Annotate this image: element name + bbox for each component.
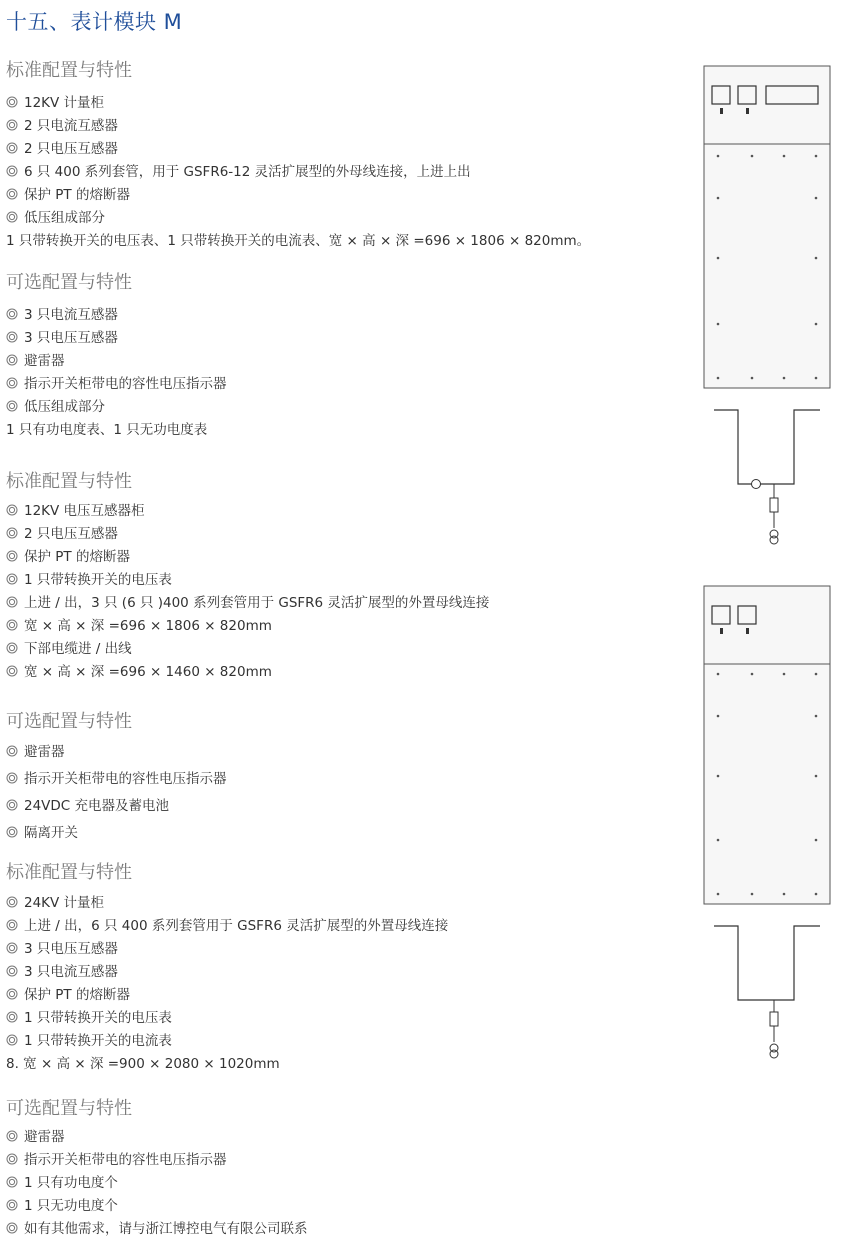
block1-optional-heading: 可选配置与特性 xyxy=(6,272,132,293)
list-item: 3 只电压互感器 xyxy=(6,329,118,347)
list-item: 1 只带转换开关的电流表 xyxy=(6,1032,172,1050)
bullet-icon xyxy=(6,354,18,366)
page-title: 十五、表计模块 M xyxy=(6,10,183,34)
bullet-icon xyxy=(6,965,18,977)
bullet-icon xyxy=(6,400,18,412)
bullet-icon xyxy=(6,642,18,654)
list-item: 指示开关柜带电的容性电压指示器 xyxy=(6,375,227,393)
bullet-icon xyxy=(6,919,18,931)
list-item: 1 只带转换开关的电压表 xyxy=(6,571,172,589)
list-item: 1 只无功电度个 xyxy=(6,1197,118,1215)
bullet-icon xyxy=(6,1130,18,1142)
bullet-icon xyxy=(6,896,18,908)
list-item: 低压组成部分 xyxy=(6,209,105,227)
list-item: 宽 × 高 × 深 =696 × 1460 × 820mm xyxy=(6,663,272,681)
bullet-icon xyxy=(6,1034,18,1046)
bullet-icon xyxy=(6,165,18,177)
bullet-icon xyxy=(6,619,18,631)
bullet-icon xyxy=(6,308,18,320)
bullet-icon xyxy=(6,573,18,585)
block1-standard-note: 1 只带转换开关的电压表、1 只带转换开关的电流表、宽 × 高 × 深 =696 × 1806 × 820mm。 xyxy=(6,233,591,249)
bullet-icon xyxy=(6,331,18,343)
list-item: 3 只电压互感器 xyxy=(6,940,118,958)
list-item: 2 只电流互感器 xyxy=(6,117,118,135)
block1-standard-heading: 标准配置与特性 xyxy=(6,60,132,81)
list-item: 1 只带转换开关的电压表 xyxy=(6,1009,172,1027)
list-item: 3 只电流互感器 xyxy=(6,963,118,981)
bullet-icon xyxy=(6,527,18,539)
block3-standard-note: 8. 宽 × 高 × 深 =900 × 2080 × 1020mm xyxy=(6,1056,280,1072)
bullet-icon xyxy=(6,596,18,608)
bullet-icon xyxy=(6,188,18,200)
bullet-icon xyxy=(6,665,18,677)
bullet-icon xyxy=(6,96,18,108)
bullet-icon xyxy=(6,504,18,516)
block3-optional-heading: 可选配置与特性 xyxy=(6,1098,132,1119)
bullet-icon xyxy=(6,1222,18,1234)
list-item: 保护 PT 的熔断器 xyxy=(6,186,130,204)
bullet-icon xyxy=(6,1153,18,1165)
list-item: 避雷器 xyxy=(6,352,65,370)
bullet-icon xyxy=(6,988,18,1000)
list-item: 12KV 计量柜 xyxy=(6,94,104,112)
bullet-icon xyxy=(6,942,18,954)
bullet-icon xyxy=(6,211,18,223)
list-item: 2 只电压互感器 xyxy=(6,525,118,543)
list-item: 24VDC 充电器及蓄电池 xyxy=(6,797,169,815)
list-item: 上进 / 出，3 只 (6 只 )400 系列套管用于 GSFR6 灵活扩展型的外置母线连接 xyxy=(6,594,489,612)
block1-optional-note: 1 只有功电度表、1 只无功电度表 xyxy=(6,422,208,438)
list-item: 1 只有功电度个 xyxy=(6,1174,118,1192)
list-item: 避雷器 xyxy=(6,743,65,761)
list-item: 3 只电流互感器 xyxy=(6,306,118,324)
block3-standard-heading: 标准配置与特性 xyxy=(6,862,132,883)
cabinet-drawing-1 xyxy=(700,62,840,552)
list-item: 隔离开关 xyxy=(6,824,78,842)
list-item: 24KV 计量柜 xyxy=(6,894,104,912)
list-item: 保护 PT 的熔断器 xyxy=(6,548,130,566)
bullet-icon xyxy=(6,1011,18,1023)
bullet-icon xyxy=(6,142,18,154)
list-item: 避雷器 xyxy=(6,1128,65,1146)
list-item: 保护 PT 的熔断器 xyxy=(6,986,130,1004)
block2-optional-heading: 可选配置与特性 xyxy=(6,711,132,732)
bullet-icon xyxy=(6,772,18,784)
bullet-icon xyxy=(6,799,18,811)
bullet-icon xyxy=(6,745,18,757)
list-item: 低压组成部分 xyxy=(6,398,105,416)
list-item: 下部电缆进 / 出线 xyxy=(6,640,132,658)
list-item: 宽 × 高 × 深 =696 × 1806 × 820mm xyxy=(6,617,272,635)
bullet-icon xyxy=(6,1176,18,1188)
list-item: 6 只 400 系列套管，用于 GSFR6-12 灵活扩展型的外母线连接，上进上出 xyxy=(6,163,471,181)
list-item: 12KV 电压互感器柜 xyxy=(6,502,145,520)
bullet-icon xyxy=(6,1199,18,1211)
bullet-icon xyxy=(6,550,18,562)
bullet-icon xyxy=(6,377,18,389)
list-item: 如有其他需求，请与浙江博控电气有限公司联系 xyxy=(6,1220,308,1238)
block2-standard-heading: 标准配置与特性 xyxy=(6,471,132,492)
list-item: 2 只电压互感器 xyxy=(6,140,118,158)
list-item: 指示开关柜带电的容性电压指示器 xyxy=(6,770,227,788)
bullet-icon xyxy=(6,826,18,838)
list-item: 指示开关柜带电的容性电压指示器 xyxy=(6,1151,227,1169)
cabinet-drawing-2 xyxy=(700,582,840,1072)
bullet-icon xyxy=(6,119,18,131)
list-item: 上进 / 出，6 只 400 系列套管用于 GSFR6 灵活扩展型的外置母线连接 xyxy=(6,917,448,935)
